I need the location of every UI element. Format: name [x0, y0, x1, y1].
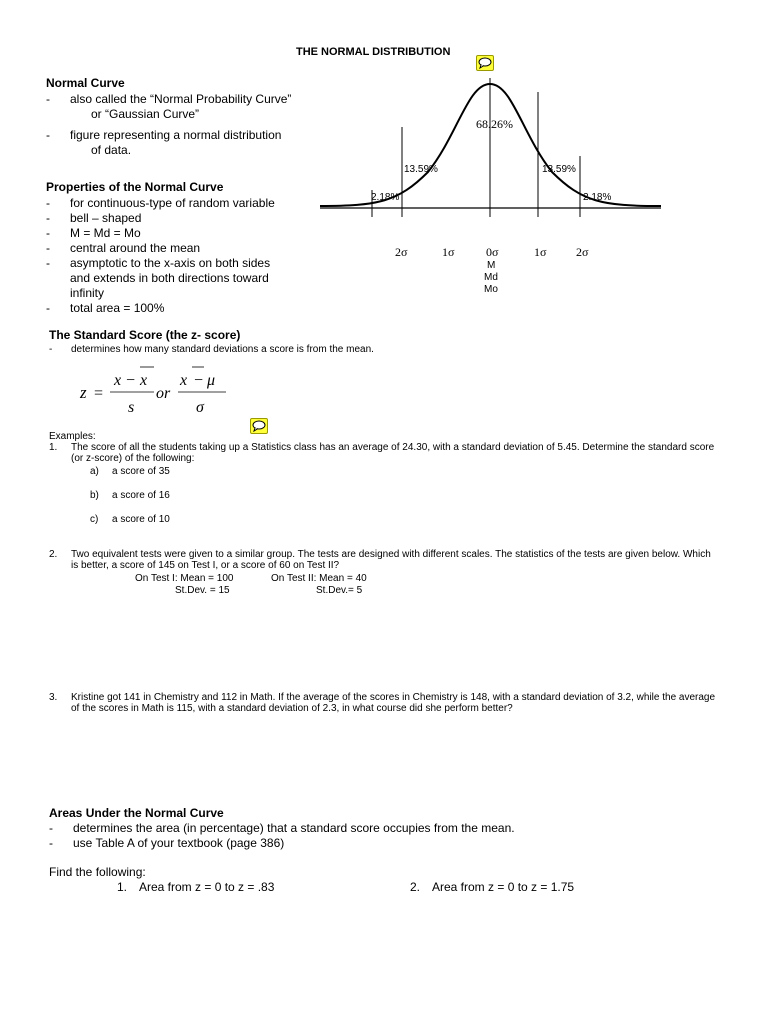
axis-label: 1σ: [534, 245, 547, 259]
formula-minus: −: [194, 372, 204, 389]
page-title: THE NORMAL DISTRIBUTION: [296, 46, 451, 58]
example-sub-item: b) a score of 16: [90, 490, 170, 501]
normal-curve-list: [46, 92, 326, 158]
right-tail-label: 2.18%: [583, 192, 612, 203]
example-number: 2.: [49, 549, 58, 560]
formula-x: x: [114, 372, 122, 389]
example-number: 3.: [49, 692, 58, 703]
formula-equals: =: [94, 385, 104, 402]
right-percent-label: 13.59%: [542, 164, 576, 175]
list-item-continuation: and extends in both directions toward: [70, 271, 269, 285]
question-2: Area from z = 0 to z = 1.75: [432, 880, 575, 894]
median-label: Md: [484, 272, 498, 283]
example-number: 1.: [49, 442, 58, 453]
left-tail-label: 2.18%: [371, 192, 400, 203]
formula-minus: −: [126, 372, 136, 389]
list-item: - total area = 100%: [46, 301, 165, 315]
list-item-continuation: of data.: [91, 143, 132, 157]
axis-label: 0σ: [486, 245, 499, 259]
mode-label: Mo: [484, 284, 498, 295]
areas-list: [49, 821, 649, 851]
list-item: - also called the “Normal Probability Curve”: [46, 92, 292, 106]
left-percent-label: 13.59%: [404, 164, 438, 175]
list-item: - central around the mean: [46, 241, 201, 255]
axis-label: 1σ: [442, 245, 455, 259]
zscore-desc-item: - determines how many standard deviations a score is from the mean.: [49, 344, 374, 355]
mean-label: M: [487, 260, 496, 271]
example-2-text: Two equivalent tests were given to a similar group. The tests are designed with different scales. The statistics of the tests are given below. Which is better, a score of 145 on Test I, or a score of 60 on Test II?: [71, 549, 711, 571]
find-label: Find the following:: [49, 865, 146, 879]
list-item-continuation: or “Gaussian Curve”: [91, 107, 200, 121]
formula-or: or: [156, 385, 171, 402]
formula-sigma: σ: [196, 399, 204, 416]
properties-heading: Properties of the Normal Curve: [46, 180, 224, 194]
question-1: Area from z = 0 to z = .83: [139, 880, 275, 894]
example-sub-item: c) a score of 10: [90, 514, 170, 525]
formula-x2: x: [180, 372, 188, 389]
example-sub-item: a) a score of 35: [90, 466, 170, 477]
zscore-formula: [74, 358, 254, 418]
axis-label: 2σ: [576, 245, 589, 259]
list-item-continuation: infinity: [70, 286, 105, 300]
test1-mean: On Test I: Mean = 100: [135, 573, 234, 584]
list-item: - figure representing a normal distribution: [46, 128, 282, 142]
list-item: - bell – shaped: [46, 211, 142, 225]
normal-curve-heading: Normal Curve: [46, 76, 125, 90]
list-item: - determines the area (in percentage) that a standard score occupies from the mean.: [49, 821, 515, 835]
properties-list: [46, 196, 316, 316]
list-item: - M = Md = Mo: [46, 226, 141, 240]
list-item: - asymptotic to the x-axis on both sides: [46, 256, 271, 270]
test2-sd: St.Dev.= 5: [316, 585, 363, 596]
formula-s: s: [128, 399, 135, 416]
question-number: 2.: [410, 880, 421, 894]
center-percent-label: 68.26%: [476, 117, 513, 131]
zscore-heading: The Standard Score (the z- score): [49, 328, 241, 342]
formula-mu: μ: [207, 372, 216, 389]
comment-note-icon[interactable]: [476, 55, 494, 71]
normal-curve-figure: [318, 72, 668, 302]
example-1-text: The score of all the students taking up a Statistics class has an average of 24.30, with a standard deviation of 5.45. Determine the standard score (or z-score) of the following:: [71, 442, 715, 464]
formula-xbar: x: [140, 372, 148, 389]
test1-sd: St.Dev. = 15: [175, 585, 230, 596]
comment-note-icon[interactable]: [250, 418, 268, 434]
axis-label: 2σ: [395, 245, 408, 259]
test2-mean: On Test II: Mean = 40: [271, 573, 367, 584]
question-number: 1.: [117, 880, 128, 894]
areas-heading: Areas Under the Normal Curve: [49, 806, 224, 820]
example-3-text: Kristine got 141 in Chemistry and 112 in Math. If the average of the scores in Chemistry is 148, with a standard deviation of 3.2, while the average of the scores in Math is 115, with a standard deviation of 2.3, in what course did she perform better?: [71, 692, 716, 714]
list-item: - for continuous-type of random variable: [46, 196, 275, 210]
list-item: - use Table A of your textbook (page 386): [49, 836, 285, 850]
formula-z: z: [80, 383, 87, 402]
examples-label: Examples:: [49, 431, 96, 442]
